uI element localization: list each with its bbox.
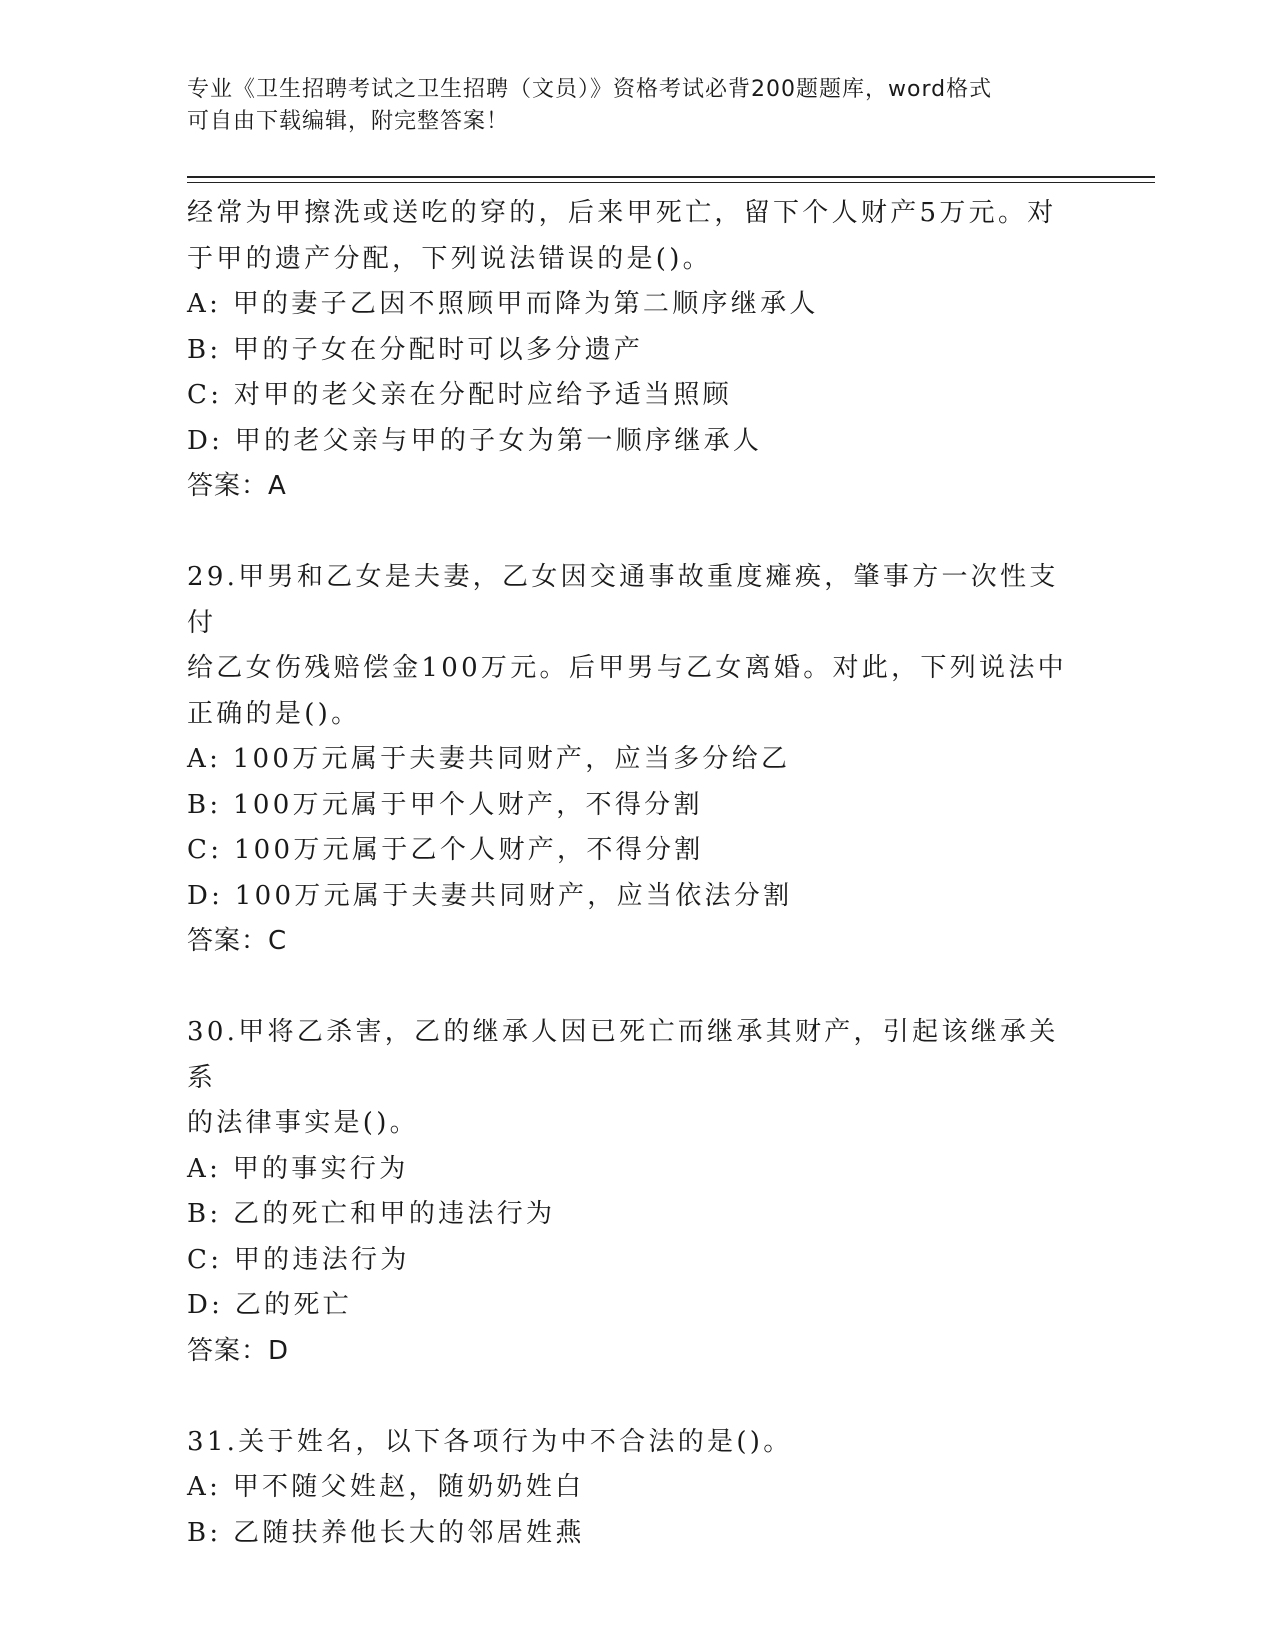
answer-line: 答案：C — [187, 926, 288, 956]
question-block — [187, 1420, 1087, 1557]
option-d: D: 100万元属于夫妻共同财产，应当依法分割 — [187, 880, 793, 911]
option-c: C: 对甲的老父亲在分配时应给予适当照顾 — [187, 380, 732, 410]
spacer — [187, 510, 1087, 556]
option-a: A: 甲不随父姓赵，随奶奶姓白 — [187, 1472, 585, 1502]
option-a: A: 甲的妻子乙因不照顾甲而降为第二顺序继承人 — [187, 289, 819, 319]
document-header — [187, 74, 1077, 138]
question-text-line: 30.甲将乙杀害，乙的继承人因已死亡而继承其财产，引起该继承关系 — [187, 1017, 1059, 1093]
option-b: B: 甲的子女在分配时可以多分遗产 — [187, 334, 644, 365]
question-list — [187, 191, 1087, 1556]
header-rule-thick — [187, 176, 1155, 178]
question-text-line: 正确的是()。 — [187, 698, 361, 729]
option-c: C: 100万元属于乙个人财产，不得分割 — [187, 835, 704, 865]
question-block — [187, 191, 1087, 510]
question-text-line: 给乙女伤残赔偿金100万元。后甲男与乙女离婚。对此，下列说法中 — [187, 653, 1067, 683]
header-line-2: 可自由下载编辑，附完整答案！ — [187, 109, 510, 134]
answer-line: 答案：A — [187, 471, 287, 501]
option-b: B: 100万元属于甲个人财产，不得分割 — [187, 789, 703, 820]
option-a: A: 甲的事实行为 — [187, 1153, 409, 1184]
question-block — [187, 1010, 1087, 1374]
question-text-line: 经常为甲擦洗或送吃的穿的，后来甲死亡，留下个人财产5万元。对 — [187, 198, 1057, 228]
header-line-1: 专业《卫生招聘考试之卫生招聘（文员）》资格考试必背200题题库，word格式 — [187, 77, 993, 102]
option-b: B: 乙随扶养他长大的邻居姓燕 — [187, 1517, 585, 1548]
question-text-line: 于甲的遗产分配，下列说法错误的是()。 — [187, 243, 712, 274]
spacer — [187, 965, 1087, 1011]
question-text-line: 的法律事实是()。 — [187, 1108, 419, 1138]
spacer — [187, 1374, 1087, 1420]
option-a: A: 100万元属于夫妻共同财产，应当多分给乙 — [187, 744, 791, 774]
question-text-line: 29.甲男和乙女是夫妻，乙女因交通事故重度瘫痪，肇事方一次性支付 — [187, 562, 1059, 638]
question-block — [187, 555, 1087, 965]
option-c: C: 甲的违法行为 — [187, 1244, 410, 1275]
header-rule-thin — [187, 182, 1155, 183]
option-d: D: 甲的老父亲与甲的子女为第一顺序继承人 — [187, 425, 763, 456]
option-d: D: 乙的死亡 — [187, 1290, 352, 1320]
question-text-line: 31.关于姓名，以下各项行为中不合法的是()。 — [187, 1426, 793, 1457]
answer-line: 答案：D — [187, 1335, 290, 1366]
option-b: B: 乙的死亡和甲的违法行为 — [187, 1199, 556, 1229]
